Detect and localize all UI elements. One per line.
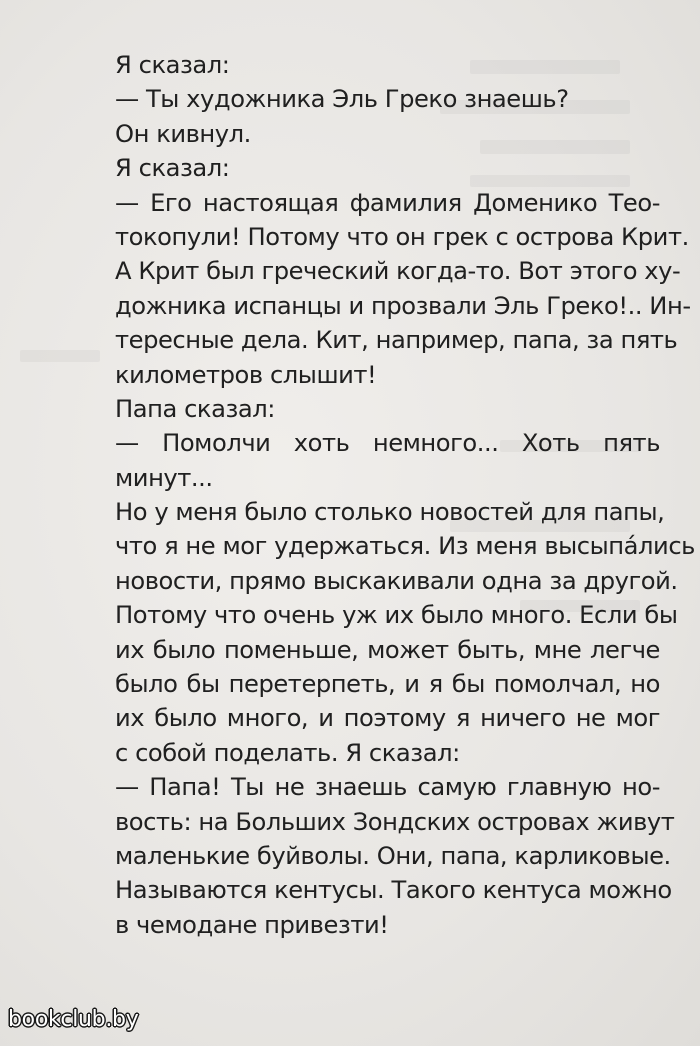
text-line: их было много, и поэтому я ничего не мог: [115, 704, 660, 733]
text-line: Потому что очень уж их было много. Если бы: [115, 601, 678, 630]
text-line: — Его настоящая фамилия Доменико Тео-: [115, 188, 660, 217]
text-line: — Ты художника Эль Греко знаешь?: [115, 85, 569, 114]
text-line: токопули! Потому что он грек с острова Крит.: [115, 222, 689, 251]
text-line: Он кивнул.: [115, 119, 251, 148]
text-line: — Помолчи хоть немного... Хоть пять: [115, 429, 660, 458]
text-line: в чемодане привезти!: [115, 910, 389, 939]
text-line: было бы перетерпеть, и я бы помолчал, но: [115, 670, 660, 699]
text-line: с собой поделать. Я сказал:: [115, 738, 460, 767]
text-line: дожника испанцы и прозвали Эль Греко!.. Ин-: [115, 291, 691, 320]
page-text: [115, 48, 695, 942]
text-line: Я сказал:: [115, 51, 230, 79]
text-line: километров слышит!: [115, 360, 377, 389]
text-line: Но у меня было столько новостей для папы,: [115, 498, 665, 527]
text-line: Называются кентусы. Такого кентуса можно: [115, 876, 672, 905]
text-line: Я сказал:: [115, 154, 230, 183]
text-line: Папа сказал:: [115, 394, 275, 423]
text-line: вость: на Больших Зондских островах живут: [115, 807, 675, 836]
text-line: маленькие буйволы. Они, папа, карликовые.: [115, 841, 671, 870]
site-watermark: bookclub.by: [8, 1007, 139, 1032]
text-line: — Папа! Ты не знаешь самую главную но-: [115, 773, 660, 802]
text-line: тересные дела. Кит, например, папа, за пять: [115, 326, 678, 355]
text-line: их было поменьше, может быть, мне легче: [115, 635, 660, 664]
text-line: А Крит был греческий когда-то. Вот этого ху-: [115, 257, 681, 286]
text-line: новости, прямо выскакивали одна за другой.: [115, 566, 678, 595]
text-line: что я не мог удержаться. Из меня высыпáлись: [115, 532, 695, 561]
text-line: минут...: [115, 463, 213, 492]
